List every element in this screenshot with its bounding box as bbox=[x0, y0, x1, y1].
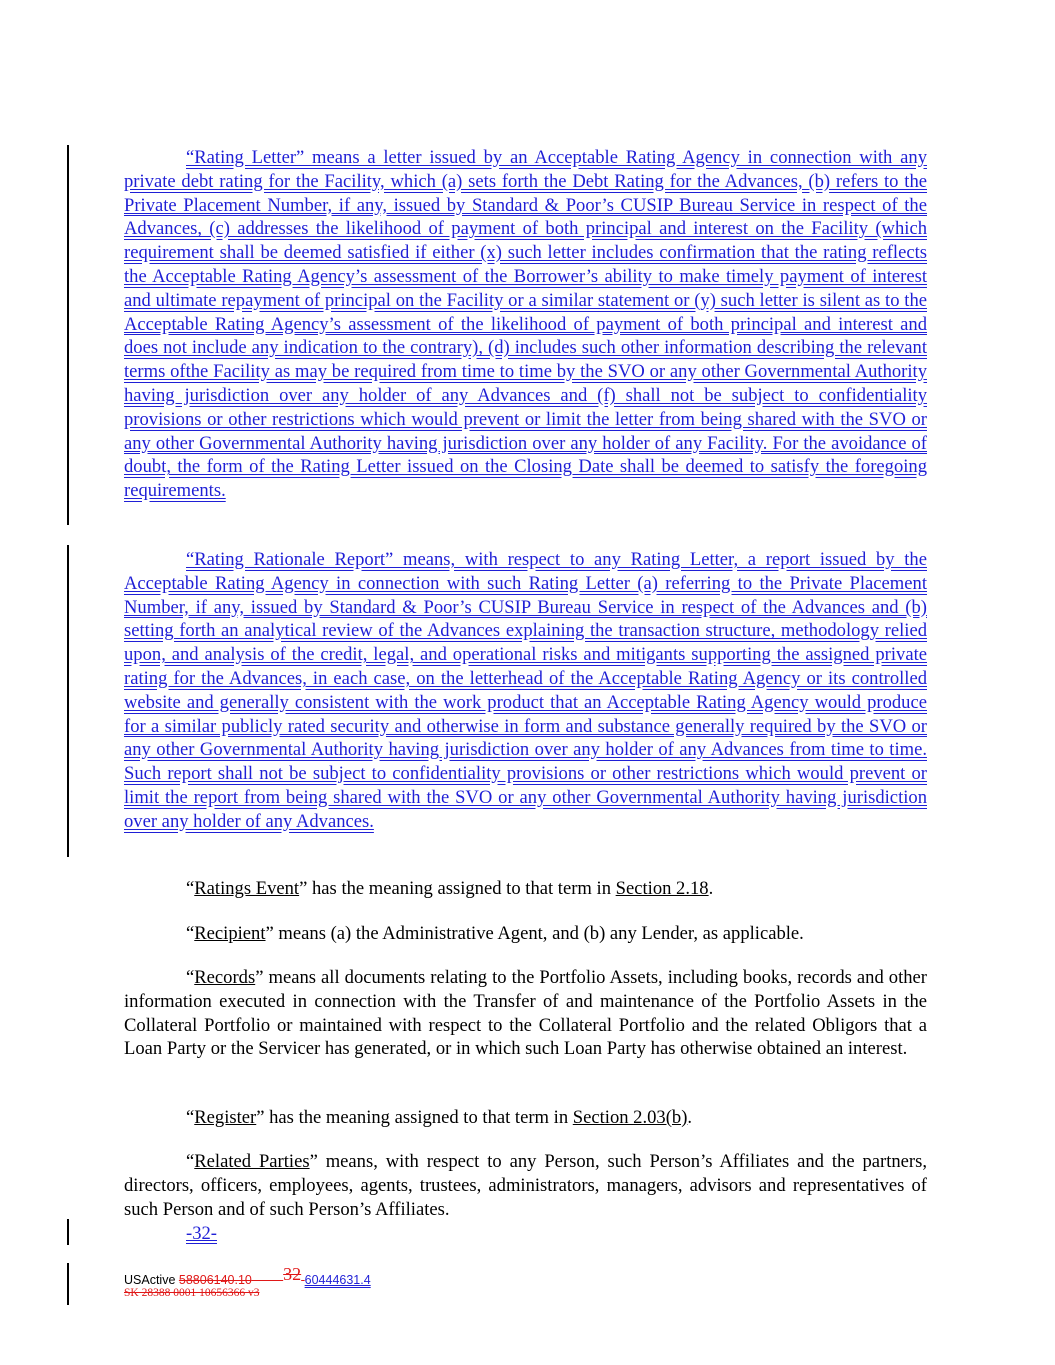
definition-related-parties: “Related Parties” means, with respect to any Person, such Person’s Affiliates and the partners, directors, officers, employees, agents, trustees, administrators, managers, advisors and representatives of such Person and of such Person’s Affiliates. bbox=[124, 1151, 928, 1220]
definition-records: “Records” means all documents relating to the Portfolio Assets, including books, records and other information executed in connection with the Transfer of and maintenance of the Portfolio Assets in the Collateral Portfolio or maintained with respect to the Collateral Portfolio and the related Obligors that a Loan Party or the Servicer has generated, or in which such Loan Party has otherwise obtained an interest. bbox=[124, 967, 927, 1060]
change-bar bbox=[67, 145, 69, 525]
page-number: -32- bbox=[186, 1223, 217, 1244]
defined-term: Ratings Event bbox=[194, 878, 300, 899]
inserted-doc-id: 60444631.4 bbox=[304, 1273, 371, 1287]
section-reference: Section 2.03(b) bbox=[572, 1107, 688, 1128]
section-reference: Section 2.18 bbox=[615, 878, 709, 899]
definition-ratings-event: “Ratings Event” has the meaning assigned to that term in Section 2.18. bbox=[186, 878, 714, 899]
change-bar bbox=[67, 545, 69, 857]
definition-rating-rationale-report: “Rating Rationale Report” means, with respect to any Rating Letter, a report issued by the Acceptable Rating Agency in connection with such Rating Letter (a) referring to the Private Placement Number, if any, issued by Standard & Poor’s CUSIP Bureau Service in respect of the Advances and (b) setting forth an analytical review of the Advances explaining the transaction structure, methodology relied upon, and analysis of the credit, legal, and operational risks and mitigants supporting the assigned private rating for the Advances, in each case, on the letterhead of the Acceptable Rating Agency or its controlled website and generally consistent with the work product that an Acceptable Rating Agency would produce for a similar publicly rated security and otherwise in form and substance generally required by the SVO or any other Governmental Authority having jurisdiction over any holder of any Advances from time to time. Such report shall not be subject to confidentiality provisions or other restrictions which would prevent or limit the report from being shared with the SVO or any other Governmental Authority having jurisdiction over any holder of any Advances. bbox=[124, 549, 927, 832]
defined-term: Recipient bbox=[194, 923, 266, 944]
defined-term: Related Parties bbox=[194, 1151, 310, 1172]
change-bar bbox=[67, 1263, 69, 1305]
change-bar bbox=[67, 1219, 69, 1245]
footer-page-number: 32 bbox=[283, 1264, 302, 1284]
deleted-doc-id: 58806140.10 bbox=[178, 1273, 252, 1287]
definition-register: “Register” has the meaning assigned to that term in Section 2.03(b). bbox=[186, 1107, 693, 1128]
definition-rating-letter: “Rating Letter” means a letter issued by an Acceptable Rating Agency in connection with any private debt rating for the Facility, which (a) sets forth the Debt Rating for the Advances, (b) refers to the Private Placement Number, if any, issued by Standard & Poor’s CUSIP Bureau Service in respect of the Advances, (c) addresses the likelihood of payment of both principal and interest on the Facility (which requirement shall be deemed satisfied if either (x) such letter includes confirmation that the rating reflects the Acceptable Rating Agency’s assessment of the Borrower’s ability to make timely payment of interest and ultimate repayment of principal on the Facility or a similar statement or (y) such letter is silent as to the Acceptable Rating Agency’s assessment of the likelihood of payment of both principal and interest and does not include any indication to the contrary), (d) includes such other information describing the relevant terms ofthe Facility as may be required from time to time by the SVO or any other Governmental Authority having jurisdiction over any holder of any Advances and (f) shall not be subject to confidentiality provisions or other restrictions which would prevent or limit the letter from being shared with the SVO or any other Governmental Authority having jurisdiction over any holder of any Facility. For the avoidance of doubt, the form of the Rating Letter issued on the Closing Date shall be deemed to satisfy the foregoing requirements. bbox=[124, 147, 927, 502]
footer-document-id: USActive 58806140.10 32 60444631.4 bbox=[124, 1264, 371, 1287]
definition-recipient: “Recipient” means (a) the Administrative Agent, and (b) any Lender, as applicable. bbox=[186, 923, 804, 944]
defined-term: Register bbox=[194, 1107, 257, 1128]
defined-term: Records bbox=[194, 967, 256, 988]
footer-deleted-sk-id: SK 28388 0001 10656366 v3 bbox=[124, 1287, 260, 1299]
